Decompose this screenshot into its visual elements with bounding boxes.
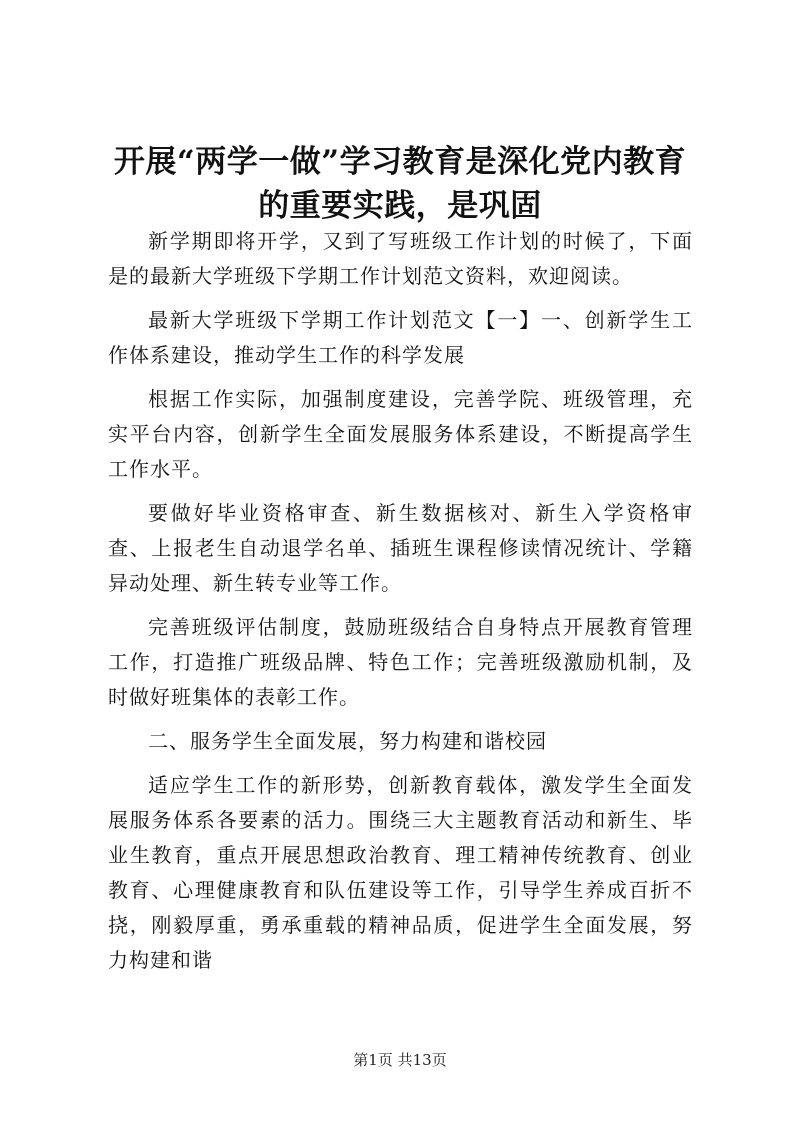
paragraph-records-review: 要做好毕业资格审查、新生数据核对、新生入学资格审查、上报老生自动退学名单、插班生课程修读情况统计、学籍异动处理、新生转专业等工作。 <box>108 501 693 595</box>
document-title: 开展“两学一做”学习教育是深化党内教育的重要实践，是巩固 <box>113 144 687 224</box>
paragraph-section-one-heading: 最新大学班级下学期工作计划范文【一】一、创新学生工作体系建设，推动学生工作的科学发展 <box>108 308 693 367</box>
paragraph-section-two-heading: 二、服务学生全面发展，努力构建和谐校园 <box>148 729 547 753</box>
page-indicator: 第1页 共13页 <box>353 1051 447 1069</box>
document-body <box>108 224 693 987</box>
paragraph-system-building: 根据工作实际，加强制度建设，完善学院、班级管理，充实平台内容，创新学生全面发展服务体系建设，不断提高学生工作水平。 <box>108 387 693 481</box>
paragraph-intro: 新学期即将开学，又到了写班级工作计划的时候了，下面是的最新大学班级下学期工作计划范文资料，欢迎阅读。 <box>108 229 693 288</box>
paragraph-class-evaluation: 完善班级评估制度，鼓励班级结合自身特点开展教育管理工作，打造推广班级品牌、特色工作；完善班级激励机制，及时做好班集体的表彰工作。 <box>108 615 693 709</box>
paragraph-student-development: 适应学生工作的新形势，创新教育载体，激发学生全面发展服务体系各要素的活力。围绕三大主题教育活动和新生、毕业生教育，重点开展思想政治教育、理工精神传统教育、创业教育、心理健康教育和队伍建设等工作，引导学生养成百折不挠，刚毅厚重，勇承重载的精神品质，促进学生全面发展，努力构建和谐 <box>108 773 693 972</box>
